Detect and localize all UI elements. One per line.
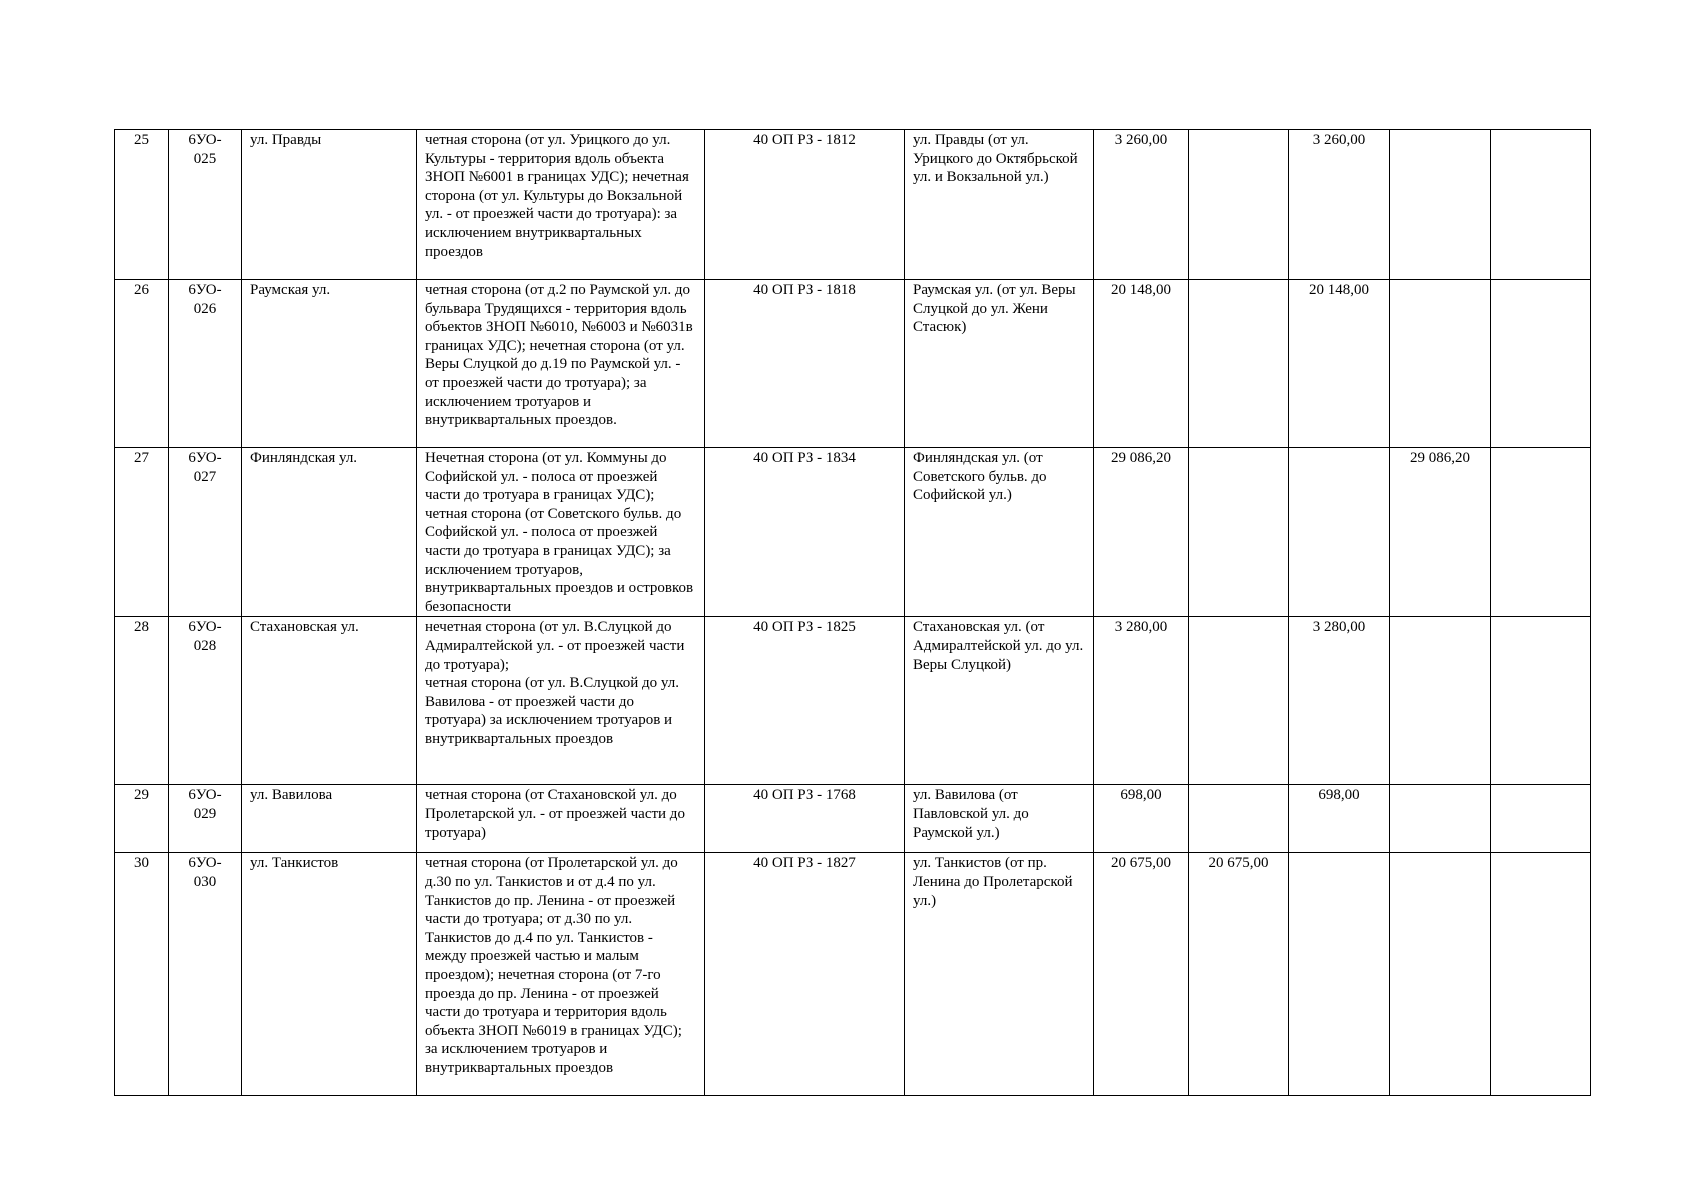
value-col-3 [1390, 853, 1491, 1096]
value-col-4 [1491, 785, 1591, 853]
area-total: 20 675,00 [1094, 853, 1189, 1096]
street-bounds: Раумская ул. (от ул. Веры Слуцкой до ул. Жени Стасюк) [905, 280, 1094, 448]
area-description: четная сторона (от д.2 по Раумской ул. до бульвара Трудящихся - территория вдоль объектов ЗНОП №6010, №6003 и №6031в границах УДС); нечетная сторона (от ул. Веры Слуцкой до д.19 по Раумской ул. - от проезжей части до тротуара); за исключением тротуаров и внутриквартальных проездов. [417, 280, 705, 448]
registry-number: 40 ОП РЗ - 1825 [705, 617, 905, 785]
table-row [115, 785, 1591, 853]
street-bounds: ул. Правды (от ул. Урицкого до Октябрьской ул. и Вокзальной ул.) [905, 130, 1094, 280]
row-number: 30 [115, 853, 169, 1096]
value-col-3 [1390, 130, 1491, 280]
registry-number: 40 ОП РЗ - 1818 [705, 280, 905, 448]
value-col-1 [1189, 785, 1289, 853]
value-col-1 [1189, 130, 1289, 280]
area-description: четная сторона (от ул. Урицкого до ул. Культуры - территория вдоль объекта ЗНОП №6001 в границах УДС); нечетная сторона (от ул. Культуры до Вокзальной ул. - от проезжей части до тротуара): за исключением внутриквартальных проездов [417, 130, 705, 280]
area-description: четная сторона (от Стахановской ул. до Пролетарской ул. - от проезжей части до тротуара) [417, 785, 705, 853]
area-total: 3 280,00 [1094, 617, 1189, 785]
table-row [115, 448, 1591, 617]
street-name: Раумская ул. [242, 280, 417, 448]
value-col-2: 3 260,00 [1289, 130, 1390, 280]
value-col-4 [1491, 617, 1591, 785]
object-code: 6УО- 028 [169, 617, 242, 785]
row-number: 28 [115, 617, 169, 785]
object-code: 6УО- 029 [169, 785, 242, 853]
area-total: 20 148,00 [1094, 280, 1189, 448]
row-number: 26 [115, 280, 169, 448]
value-col-2: 3 280,00 [1289, 617, 1390, 785]
value-col-2: 698,00 [1289, 785, 1390, 853]
value-col-3 [1390, 280, 1491, 448]
area-total: 29 086,20 [1094, 448, 1189, 617]
street-name: ул. Танкистов [242, 853, 417, 1096]
table-row [115, 853, 1591, 1096]
value-col-3 [1390, 617, 1491, 785]
object-code: 6УО- 026 [169, 280, 242, 448]
object-code: 6УО- 027 [169, 448, 242, 617]
value-col-4 [1491, 280, 1591, 448]
value-col-4 [1491, 130, 1591, 280]
street-name: ул. Вавилова [242, 785, 417, 853]
value-col-1 [1189, 617, 1289, 785]
street-name: ул. Правды [242, 130, 417, 280]
area-total: 698,00 [1094, 785, 1189, 853]
area-description: нечетная сторона (от ул. В.Слуцкой до Адмиралтейской ул. - от проезжей части до тротуара); четная сторона (от ул. В.Слуцкой до ул. Вавилова - от проезжей части до тротуара) за исключением тротуаров и внутриквартальных проездов [417, 617, 705, 785]
street-name: Стахановская ул. [242, 617, 417, 785]
table-body [115, 130, 1591, 1096]
value-col-1: 20 675,00 [1189, 853, 1289, 1096]
value-col-4 [1491, 853, 1591, 1096]
area-description: Нечетная сторона (от ул. Коммуны до Софийской ул. - полоса от проезжей части до тротуара в границах УДС); четная сторона (от Советского бульв. до Софийской ул. - полоса от проезжей части до тротуара в границах УДС); за исключением тротуаров, внутриквартальных проездов и островков безопасности [417, 448, 705, 617]
registry-number: 40 ОП РЗ - 1768 [705, 785, 905, 853]
area-description: четная сторона (от Пролетарской ул. до д.30 по ул. Танкистов и от д.4 по ул. Танкистов до пр. Ленина - от проезжей части до тротуара; от д.30 по ул. Танкистов до д.4 по ул. Танкистов - между проезжей частью и малым проездом); нечетная сторона (от 7-го проезда до пр. Ленина - от проезжей части до тротуара и территория вдоль объекта ЗНОП №6019 в границах УДС); за исключением тротуаров и внутриквартальных проездов [417, 853, 705, 1096]
registry-number: 40 ОП РЗ - 1812 [705, 130, 905, 280]
street-bounds: ул. Вавилова (от Павловской ул. до Раумской ул.) [905, 785, 1094, 853]
table-row [115, 130, 1591, 280]
value-col-4 [1491, 448, 1591, 617]
street-name: Финляндская ул. [242, 448, 417, 617]
street-bounds: Финляндская ул. (от Советского бульв. до Софийской ул.) [905, 448, 1094, 617]
registry-number: 40 ОП РЗ - 1834 [705, 448, 905, 617]
object-code: 6УО- 030 [169, 853, 242, 1096]
value-col-2: 20 148,00 [1289, 280, 1390, 448]
table-row [115, 617, 1591, 785]
table-row [115, 280, 1591, 448]
street-bounds: Стахановская ул. (от Адмиралтейской ул. до ул. Веры Слуцкой) [905, 617, 1094, 785]
object-code: 6УО- 025 [169, 130, 242, 280]
value-col-2 [1289, 853, 1390, 1096]
row-number: 29 [115, 785, 169, 853]
value-col-2 [1289, 448, 1390, 617]
value-col-1 [1189, 448, 1289, 617]
row-number: 25 [115, 130, 169, 280]
value-col-1 [1189, 280, 1289, 448]
area-total: 3 260,00 [1094, 130, 1189, 280]
document-page [114, 129, 1591, 1096]
value-col-3: 29 086,20 [1390, 448, 1491, 617]
row-number: 27 [115, 448, 169, 617]
street-bounds: ул. Танкистов (от пр. Ленина до Пролетарской ул.) [905, 853, 1094, 1096]
value-col-3 [1390, 785, 1491, 853]
registry-number: 40 ОП РЗ - 1827 [705, 853, 905, 1096]
registry-table [114, 129, 1591, 1096]
